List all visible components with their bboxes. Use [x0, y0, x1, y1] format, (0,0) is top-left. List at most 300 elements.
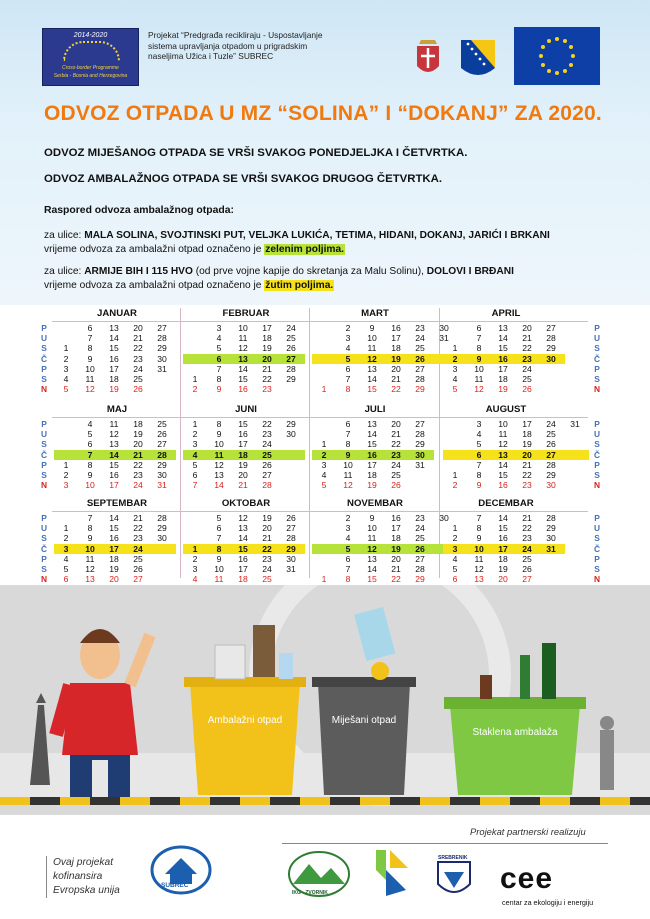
day-letter: S: [594, 563, 600, 574]
calendar-day: 22: [133, 343, 143, 354]
calendar-day: 5: [452, 384, 458, 395]
calendar-day: 10: [214, 439, 224, 450]
calendar-row: [183, 323, 305, 333]
calendar-day: 19: [522, 439, 532, 450]
collection-day-row: [54, 544, 176, 554]
calendar-day: 2: [63, 533, 69, 544]
calendar-day: 27: [546, 449, 556, 460]
calendar-day: 6: [345, 553, 351, 564]
day-letter: U: [40, 523, 48, 534]
calendar-day: 22: [262, 543, 272, 554]
calendar-day: 14: [498, 333, 508, 344]
calendar-row: [54, 384, 176, 394]
calendar-day: 13: [474, 574, 484, 585]
calendar-day: 25: [133, 553, 143, 564]
day-letter-column: [591, 419, 603, 490]
calendar-row: [443, 574, 565, 584]
calendar-day: 21: [522, 333, 532, 344]
day-letter: Č: [593, 449, 601, 460]
day-letter: S: [41, 563, 47, 574]
calendar-row: [312, 533, 458, 543]
yellow-streets: ARMIJE BIH I 115 HVO: [84, 266, 193, 277]
yellow-bin-label: Ambalažni otpad: [207, 715, 283, 726]
calendar-day: 19: [133, 429, 143, 440]
calendar-day: 1: [192, 419, 198, 429]
calendar-day: 11: [474, 553, 484, 564]
month-name: MAJ: [106, 404, 128, 415]
calendar-day: 24: [286, 323, 296, 333]
calendar-day: 16: [391, 513, 401, 523]
calendar-day: 27: [522, 574, 532, 585]
day-letter: P: [594, 513, 600, 523]
calendar-day: 5: [216, 513, 222, 523]
calendar-day: 30: [157, 533, 167, 544]
calendar-day: 30: [439, 323, 449, 333]
calendar-day: 27: [133, 574, 143, 585]
day-letter-column: [591, 323, 603, 394]
calendar-day: 18: [522, 429, 532, 440]
calendar-day: 17: [391, 523, 401, 534]
calendar-day: 22: [391, 384, 401, 395]
green-highlight-label: zelenim poljima.: [265, 243, 344, 255]
collection-day-row: [312, 544, 458, 554]
calendar-day: 14: [238, 533, 248, 544]
page-title: ODVOZ OTPADA U MZ “SOLINA” I “DOKANJ” ZA 2020.: [44, 102, 602, 125]
yellow-line2: vrijeme odvoza za ambalažni otpad označeno je: [44, 279, 265, 291]
calendar-row: [443, 554, 565, 564]
calendar-day: 11: [85, 374, 95, 384]
calendar-day: 30: [546, 353, 556, 364]
day-letter-column: [591, 513, 603, 584]
calendar-row: [54, 513, 176, 523]
calendar-day: 20: [262, 523, 272, 534]
calendar-day: 25: [391, 470, 401, 480]
calendar-row: [443, 533, 565, 543]
calendar-day: 19: [391, 543, 401, 554]
calendar-day: 20: [391, 363, 401, 374]
calendar-day: 9: [216, 384, 222, 395]
calendar-row: [312, 554, 458, 564]
calendar-day: 26: [133, 564, 143, 574]
month-divider: [309, 308, 310, 578]
calendar-day: 3: [63, 480, 69, 491]
day-letter: U: [593, 523, 601, 534]
calendar-day: 29: [157, 523, 167, 534]
calendar-day: 16: [109, 470, 119, 480]
calendar-day: 21: [238, 480, 248, 491]
calendar-day: 24: [546, 419, 556, 429]
calendar-day: 7: [476, 513, 482, 523]
calendar-day: 21: [262, 533, 272, 544]
calendar-day: 7: [87, 513, 93, 523]
calendar-day: 7: [87, 449, 93, 460]
calendar-day: 12: [85, 564, 95, 574]
calendar-row: [183, 574, 305, 584]
calendar-day: 28: [286, 363, 296, 374]
calendar-day: 21: [522, 513, 532, 523]
calendar-day: 7: [87, 333, 93, 344]
calendar-day: 14: [214, 480, 224, 491]
calendar-row: [443, 439, 589, 449]
calendar-day: 22: [522, 523, 532, 534]
calendar-day: 23: [262, 553, 272, 564]
calendar-day: 17: [109, 543, 119, 554]
calendar-day: 9: [216, 429, 222, 440]
calendar-day: 29: [286, 374, 296, 384]
calendar-row: [312, 470, 434, 480]
calendar-day: 12: [109, 429, 119, 440]
calendar-day: 17: [109, 480, 119, 491]
calendar-day: 8: [345, 439, 351, 450]
calendar-row: [183, 564, 305, 574]
day-letter: P: [594, 363, 600, 374]
day-letter: S: [41, 373, 47, 384]
day-letter: N: [40, 574, 48, 585]
calendar-day: 1: [63, 459, 69, 470]
calendar-day: 28: [157, 513, 167, 523]
calendar-day: 10: [474, 543, 484, 554]
calendar-day: 16: [238, 429, 248, 440]
calendar-day: 10: [343, 459, 353, 470]
collection-calendar: [38, 308, 614, 585]
calendar-day: 31: [415, 459, 425, 470]
day-letter-column: [38, 513, 50, 584]
calendar-day: 17: [522, 419, 532, 429]
month-name: AUGUST: [485, 404, 527, 415]
calendar-day: 9: [476, 480, 482, 491]
day-letter: P: [41, 459, 47, 470]
calendar-day: 17: [391, 333, 401, 344]
calendar-row: [54, 564, 176, 574]
calendar-day: 15: [109, 343, 119, 354]
calendar-day: 11: [474, 374, 484, 384]
calendar-day: 29: [415, 574, 425, 585]
calendar-day: 23: [133, 353, 143, 364]
calendar-day: 31: [546, 543, 556, 554]
calendar-day: 10: [367, 333, 377, 344]
calendar-row: [54, 533, 176, 543]
stars-arc-icon: [63, 41, 120, 61]
calendar-day: 3: [192, 564, 198, 574]
calendar-day: 1: [321, 384, 327, 395]
calendar-day: 13: [238, 353, 248, 364]
calendar-row: [443, 323, 565, 333]
calendar-day: 3: [63, 363, 69, 374]
calendar-day: 21: [133, 449, 143, 460]
calendar-day: 16: [238, 384, 248, 395]
month-name: NOVEMBAR: [347, 498, 403, 509]
calendar-day: 26: [415, 353, 425, 364]
calendar-day: 20: [522, 323, 532, 333]
calendar-day: 2: [452, 533, 458, 544]
calendar-day: 26: [133, 384, 143, 395]
calendar-row: [183, 333, 305, 343]
calendar-day: 20: [133, 323, 143, 333]
calendar-day: 28: [157, 333, 167, 344]
calendar-day: 7: [345, 564, 351, 574]
calendar-day: 1: [452, 523, 458, 534]
day-letter-column: [38, 419, 50, 490]
calendar-row: [443, 374, 565, 384]
calendar-day: 23: [391, 449, 401, 460]
calendar-day: 26: [286, 513, 296, 523]
calendar-day: 16: [498, 353, 508, 364]
band-separator: [52, 417, 588, 418]
calendar-day: 13: [238, 523, 248, 534]
calendar-day: 21: [391, 374, 401, 384]
calendar-day: 6: [87, 439, 93, 450]
calendar-row: [183, 533, 305, 543]
calendar-row: [312, 323, 458, 333]
calendar-day: 3: [192, 439, 198, 450]
calendar-day: 8: [345, 574, 351, 585]
calendar-day: 7: [216, 363, 222, 374]
calendar-day: 19: [262, 513, 272, 523]
calendar-day: 12: [474, 564, 484, 574]
srebrenik-shield-icon: [436, 860, 472, 900]
month-name: JANUAR: [97, 308, 137, 319]
calendar-day: 13: [498, 449, 508, 460]
programme-logo: [42, 28, 139, 86]
collection-day-row: [312, 354, 458, 364]
calendar-day: 29: [415, 439, 425, 450]
calendar-row: [54, 470, 176, 480]
calendar-day: 25: [415, 343, 425, 354]
calendar-day: 22: [391, 574, 401, 585]
calendar-day: 3: [476, 419, 482, 429]
calendar-day: 28: [286, 533, 296, 544]
yellow-suffix: (od prve vojne kapije do skretanja za Malu Solinu),: [192, 266, 427, 277]
collection-day-row: [443, 450, 589, 460]
calendar-day: 7: [192, 480, 198, 491]
calendar-row: [312, 333, 458, 343]
band-separator: [52, 321, 588, 322]
calendar-day: 23: [415, 513, 425, 523]
calendar-day: 15: [238, 374, 248, 384]
calendar-day: 3: [345, 333, 351, 344]
calendar-day: 7: [345, 429, 351, 440]
calendar-day: 15: [367, 574, 377, 585]
gray-bin-label: Miješani otpad: [331, 715, 397, 726]
calendar-day: 25: [522, 553, 532, 564]
calendar-row: [443, 384, 565, 394]
calendar-day: 6: [476, 449, 482, 460]
calendar-day: 16: [498, 480, 508, 491]
calendar-day: 24: [415, 523, 425, 534]
calendar-day: 28: [157, 449, 167, 460]
calendar-day: 5: [476, 439, 482, 450]
eu-flag-icon: [514, 27, 600, 85]
calendar-day: 27: [546, 323, 556, 333]
calendar-day: 11: [214, 574, 224, 585]
calendar-row: [183, 460, 305, 470]
calendar-day: 3: [452, 363, 458, 374]
calendar-day: 19: [109, 564, 119, 574]
calendar-row: [54, 354, 176, 364]
calendar-day: 3: [321, 459, 327, 470]
calendar-day: 2: [452, 353, 458, 364]
calendar-day: 23: [262, 429, 272, 440]
calendar-row: [443, 460, 589, 470]
calendar-day: 1: [63, 343, 69, 354]
calendar-day: 2: [192, 553, 198, 564]
calendar-day: 28: [546, 513, 556, 523]
calendar-day: 13: [214, 470, 224, 480]
schedule-heading: Raspored odvoza ambalažnog otpada:: [44, 205, 234, 216]
calendar-row: [443, 513, 565, 523]
calendar-day: 8: [216, 419, 222, 429]
calendar-day: 3: [216, 323, 222, 333]
calendar-row: [183, 429, 305, 439]
calendar-day: 10: [367, 523, 377, 534]
calendar-row: [312, 429, 434, 439]
calendar-row: [54, 333, 176, 343]
calendar-day: 27: [262, 470, 272, 480]
calendar-day: 17: [238, 564, 248, 574]
calendar-day: 21: [133, 333, 143, 344]
calendar-row: [312, 564, 458, 574]
day-letter: P: [41, 419, 47, 429]
calendar-row: [54, 460, 176, 470]
calendar-day: 22: [262, 374, 272, 384]
calendar-day: 18: [109, 553, 119, 564]
day-letter: P: [41, 323, 47, 333]
calendar-day: 13: [367, 553, 377, 564]
calendar-day: 24: [522, 363, 532, 374]
calendar-day: 28: [415, 564, 425, 574]
calendar-row: [54, 523, 176, 533]
footer-divider: [282, 843, 608, 844]
calendar-day: 20: [522, 449, 532, 460]
calendar-day: 24: [391, 459, 401, 470]
calendar-day: 22: [391, 439, 401, 450]
calendar-day: 22: [133, 523, 143, 534]
calendar-day: 9: [476, 533, 482, 544]
calendar-day: 31: [157, 480, 167, 491]
calendar-day: 26: [522, 564, 532, 574]
calendar-day: 10: [85, 543, 95, 554]
calendar-day: 27: [286, 353, 296, 364]
calendar-row: [183, 439, 305, 449]
calendar-day: 8: [87, 343, 93, 354]
green-streets-paragraph: [44, 229, 550, 256]
calendar-day: 17: [498, 363, 508, 374]
calendar-row: [443, 470, 589, 480]
calendar-day: 30: [546, 533, 556, 544]
calendar-day: 5: [321, 480, 327, 491]
calendar-day: 25: [157, 419, 167, 429]
day-letter: Č: [40, 353, 48, 364]
calendar-day: 7: [216, 533, 222, 544]
ikg-label: IKG · ZVORNIK: [292, 890, 328, 896]
day-letter: P: [41, 363, 47, 374]
calendar-day: 31: [157, 363, 167, 374]
calendar-day: 6: [87, 323, 93, 333]
calendar-day: 6: [476, 323, 482, 333]
calendar-day: 25: [415, 533, 425, 544]
calendar-day: 1: [321, 439, 327, 450]
calendar-day: 18: [498, 553, 508, 564]
month-name: APRIL: [491, 308, 521, 319]
calendar-day: 2: [345, 323, 351, 333]
calendar-day: 12: [498, 439, 508, 450]
calendar-row: [443, 480, 589, 490]
calendar-day: 1: [452, 343, 458, 354]
day-letter: U: [40, 333, 48, 344]
day-letter: S: [41, 469, 47, 480]
calendar-day: 10: [214, 564, 224, 574]
calendar-day: 13: [85, 574, 95, 585]
collection-day-row: [312, 450, 434, 460]
calendar-day: 30: [415, 449, 425, 460]
calendar-day: 1: [63, 523, 69, 534]
calendar-row: [443, 429, 589, 439]
calendar-day: 27: [415, 553, 425, 564]
calendar-day: 18: [367, 470, 377, 480]
calendar-day: 1: [452, 470, 458, 480]
day-letter: S: [41, 343, 47, 354]
calendar-day: 25: [133, 374, 143, 384]
calendar-row: [54, 374, 176, 384]
day-letter: N: [40, 384, 48, 395]
calendar-row: [443, 364, 565, 374]
calendar-row: [443, 343, 565, 353]
calendar-day: 22: [522, 470, 532, 480]
calendar-day: 30: [546, 480, 556, 491]
calendar-day: 8: [476, 470, 482, 480]
calendar-row: [183, 364, 305, 374]
calendar-day: 10: [238, 323, 248, 333]
calendar-day: 8: [345, 384, 351, 395]
yellow-streets-2: DOLOVI I BRĐANI: [426, 266, 514, 277]
calendar-row: [54, 429, 176, 439]
calendar-day: 11: [367, 533, 377, 544]
calendar-day: 9: [345, 449, 351, 460]
calendar-day: 24: [415, 333, 425, 344]
footer: [0, 818, 650, 919]
calendar-row: [183, 513, 305, 523]
calendar-day: 27: [415, 363, 425, 374]
month-divider: [180, 308, 181, 578]
calendar-day: 17: [367, 459, 377, 470]
calendar-day: 17: [109, 363, 119, 374]
calendar-row: [183, 480, 305, 490]
day-letter: U: [593, 429, 601, 440]
calendar-day: 15: [367, 384, 377, 395]
calendar-day: 6: [216, 523, 222, 534]
month-name: JUNI: [235, 404, 257, 415]
calendar-day: 23: [415, 323, 425, 333]
calendar-day: 9: [87, 470, 93, 480]
calendar-day: 29: [415, 384, 425, 395]
day-letter: S: [41, 533, 47, 544]
packaging-waste-rule: ODVOZ AMBALAŽNOG OTPADA SE VRŠI SVAKOG DRUGOG ČETVRTKA.: [44, 173, 443, 185]
calendar-day: 18: [391, 533, 401, 544]
day-letter: Č: [40, 543, 48, 554]
calendar-day: 16: [109, 353, 119, 364]
month-name: OKTOBAR: [221, 498, 271, 509]
calendar-day: 19: [262, 343, 272, 354]
calendar-day: 24: [262, 564, 272, 574]
calendar-day: 20: [238, 470, 248, 480]
serbia-coat-of-arms-icon: [415, 38, 441, 78]
calendar-day: 27: [157, 323, 167, 333]
day-letter: U: [40, 429, 48, 440]
calendar-day: 4: [452, 553, 458, 564]
calendar-day: 6: [216, 353, 222, 364]
band-separator: [52, 511, 588, 512]
calendar-day: 15: [498, 523, 508, 534]
